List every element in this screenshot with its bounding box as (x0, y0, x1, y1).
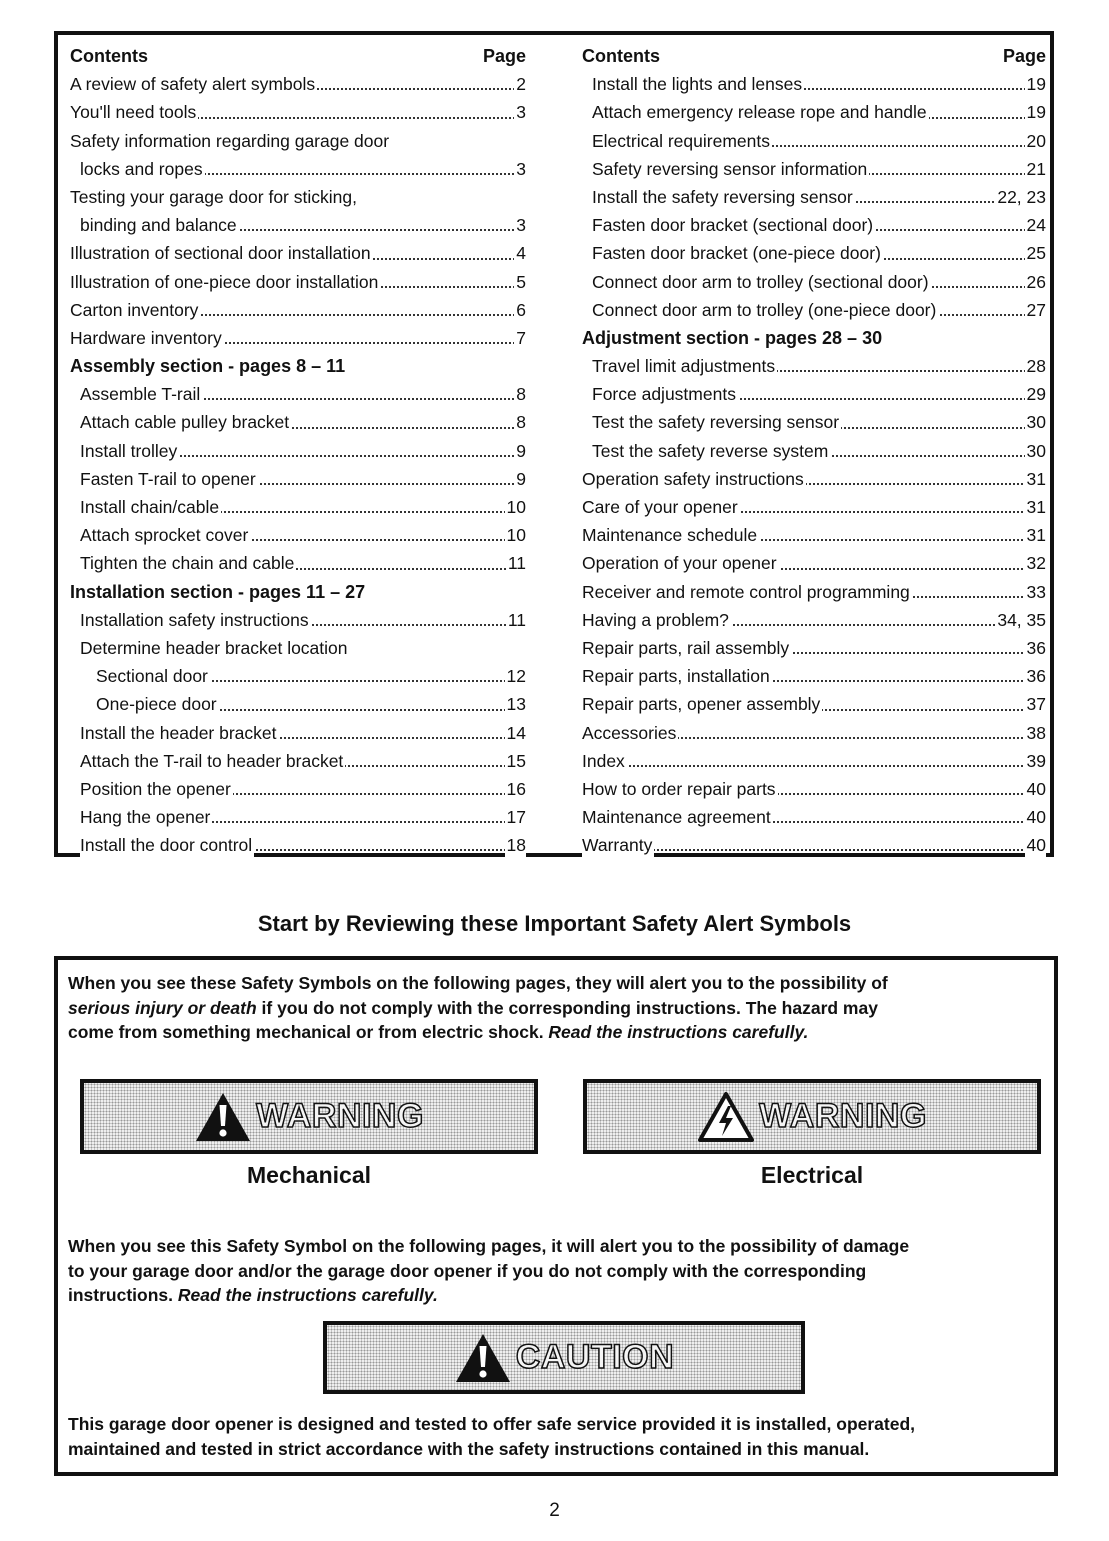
toc-entry (582, 549, 1046, 577)
toc-entry-label: Accessories (582, 719, 678, 747)
toc-entry-label: Carton inventory (70, 296, 200, 324)
mechanical-warning-sign (80, 1079, 538, 1154)
toc-entry-page: 3 (514, 98, 526, 126)
toc-entry (70, 324, 526, 352)
closing-paragraph (68, 1412, 1048, 1461)
toc-entry-label: Contents (70, 42, 150, 70)
toc-entry-label: Repair parts, opener assembly (582, 690, 822, 718)
toc-entry-label: Attach the T-rail to header bracket (80, 747, 345, 775)
toc-entry-page: 24 (1025, 211, 1046, 239)
safety-intro-read-carefully: Read the instructions carefully. (548, 1022, 809, 1042)
toc-entry (70, 408, 526, 436)
toc-left-column (70, 42, 526, 859)
toc-entry (70, 803, 526, 831)
toc-entry-page: 3 (514, 155, 526, 183)
toc-entry-label: Care of your opener (582, 493, 740, 521)
toc-entry-label: Install the header bracket (80, 719, 279, 747)
toc-entry-label: Index (582, 747, 627, 775)
toc-entry (70, 831, 526, 859)
toc-entry (582, 296, 1046, 324)
toc-entry-page: Page (1003, 42, 1046, 70)
toc-entry (582, 803, 1046, 831)
toc-entry-page: 40 (1025, 831, 1046, 859)
toc-entry-label: Operation of your opener (582, 549, 779, 577)
toc-entry-page: 2 (514, 70, 526, 98)
toc-entry-page: 4 (514, 239, 526, 267)
toc-entry-label: Safety reversing sensor information (592, 155, 869, 183)
toc-entry (582, 155, 1046, 183)
toc-entry-label: Adjustment section - pages 28 – 30 (582, 324, 884, 352)
exclamation-triangle-icon (454, 1332, 512, 1384)
toc-entry (70, 296, 526, 324)
safety-intro-line-2 (68, 996, 1048, 1021)
warning-text: WARNING (256, 1097, 424, 1135)
toc-entry-label: Hardware inventory (70, 324, 224, 352)
toc-entry-page: 12 (505, 662, 526, 690)
toc-entry-label: locks and ropes (80, 155, 205, 183)
toc-entry-label: Travel limit adjustments (592, 352, 777, 380)
toc-entry-label: Install chain/cable (80, 493, 221, 521)
toc-entry-label: Maintenance agreement (582, 803, 773, 831)
toc-entry-label: Fasten T-rail to opener (80, 465, 258, 493)
safety-intro-line-3-text: come from something mechanical or from electric shock. (68, 1022, 549, 1042)
toc-entry-label: One-piece door (96, 690, 219, 718)
toc-entry (70, 211, 526, 239)
toc-entry-label: Test the safety reverse system (592, 437, 830, 465)
toc-entry-page: 11 (506, 606, 526, 634)
toc-entry-page: 6 (514, 296, 526, 324)
caution-sign (323, 1321, 805, 1394)
toc-entry (582, 719, 1046, 747)
caution-intro-line-3-text: instructions. (68, 1285, 178, 1305)
toc-entry-label: Hang the opener (80, 803, 212, 831)
toc-entry (70, 183, 526, 211)
toc-entry-page: 10 (505, 521, 526, 549)
toc-leader-dots (582, 765, 1046, 767)
toc-entry (70, 719, 526, 747)
caution-intro-line-3 (68, 1283, 1048, 1308)
toc-entry-page: 37 (1025, 690, 1046, 718)
toc-entry (70, 549, 526, 577)
toc-entry-page: 30 (1025, 437, 1046, 465)
toc-entry-page: 36 (1025, 634, 1046, 662)
toc-entry-page: 27 (1025, 296, 1046, 324)
toc-entry (582, 352, 1046, 380)
toc-entry-page: 30 (1025, 408, 1046, 436)
toc-entry-page: 25 (1025, 239, 1046, 267)
toc-entry-label: Safety information regarding garage door (70, 127, 391, 155)
toc-entry (70, 437, 526, 465)
toc-entry-label: Installation safety instructions (80, 606, 311, 634)
toc-entry (70, 98, 526, 126)
toc-entry (582, 690, 1046, 718)
toc-section-heading (582, 324, 1046, 352)
toc-entry-page: 31 (1025, 521, 1046, 549)
toc-entry-label: Attach sprocket cover (80, 521, 250, 549)
toc-entry-label: Fasten door bracket (one-piece door) (592, 239, 883, 267)
toc-entry-label: Test the safety reversing sensor (592, 408, 841, 436)
page-number: 2 (549, 1500, 560, 1521)
toc-entry-label: Receiver and remote control programming (582, 578, 912, 606)
toc-entry-page: 13 (505, 690, 526, 718)
toc-entry-page: 14 (505, 719, 526, 747)
toc-entry (582, 493, 1046, 521)
toc-entry (70, 747, 526, 775)
toc-entry-label: Install trolley (80, 437, 179, 465)
caution-read-carefully: Read the instructions carefully. (177, 1285, 438, 1305)
toc-right-column (582, 42, 1046, 859)
toc-entry (70, 380, 526, 408)
closing-line-1: This garage door opener is designed and tested to offer safe service provided it is installed, operated, (68, 1414, 916, 1434)
toc-entry (70, 155, 526, 183)
toc-entry (70, 521, 526, 549)
mechanical-label: Mechanical (247, 1162, 371, 1188)
toc-entry-label: Fasten door bracket (sectional door) (592, 211, 875, 239)
toc-entry-label: Position the opener (80, 775, 233, 803)
electrical-warning-sign (583, 1079, 1041, 1154)
toc-entry (582, 98, 1046, 126)
toc-entry-page: 31 (1025, 465, 1046, 493)
safety-intro-line-3 (68, 1020, 1048, 1045)
electrical-label: Electrical (760, 1162, 864, 1188)
toc-entry-label: Sectional door (96, 662, 210, 690)
toc-entry (70, 493, 526, 521)
toc-entry (582, 775, 1046, 803)
toc-entry-page: 32 (1025, 549, 1046, 577)
caution-text: CAUTION (515, 1338, 675, 1376)
toc-entry (70, 690, 526, 718)
toc-entry-page: 38 (1025, 719, 1046, 747)
toc-entry-page: 21 (1025, 155, 1046, 183)
toc-entry (582, 606, 1046, 634)
safety-intro-line-1: When you see these Safety Symbols on the following pages, they will alert you to the possibility of (68, 973, 888, 993)
toc-entry-label: binding and balance (80, 211, 239, 239)
toc-entry (582, 239, 1046, 267)
toc-entry (582, 465, 1046, 493)
toc-entry (582, 211, 1046, 239)
toc-header (70, 42, 526, 70)
toc-entry-page: 8 (514, 380, 526, 408)
toc-entry-page: 17 (505, 803, 526, 831)
toc-entry-label: Repair parts, rail assembly (582, 634, 791, 662)
toc-entry-label: Install the lights and lenses (592, 70, 804, 98)
toc-entry (582, 268, 1046, 296)
toc-entry-page: 34, 35 (995, 606, 1046, 634)
toc-entry (70, 127, 526, 155)
toc-entry-page: 26 (1025, 268, 1046, 296)
toc-entry-page: 33 (1025, 578, 1046, 606)
toc-entry-page: 9 (514, 465, 526, 493)
safety-intro-paragraph (68, 971, 1048, 1045)
toc-entry (582, 578, 1046, 606)
toc-entry-label: Install the safety reversing sensor (592, 183, 855, 211)
toc-entry-page: 19 (1025, 70, 1046, 98)
toc-section-heading (70, 352, 526, 380)
toc-entry-label: Repair parts, installation (582, 662, 772, 690)
toc-entry (582, 662, 1046, 690)
safety-intro-emphasis: serious injury or death (68, 997, 257, 1018)
toc-entry-label: Operation safety instructions (582, 465, 806, 493)
toc-entry-label: Assemble T-rail (80, 380, 202, 408)
caution-intro-paragraph (68, 1234, 1048, 1308)
toc-entry-label: Electrical requirements (592, 127, 772, 155)
toc-entry-label: Attach emergency release rope and handle (592, 98, 929, 126)
safety-section-title: Start by Reviewing these Important Safety Alert Symbols (257, 911, 852, 936)
toc-entry-page: 3 (514, 211, 526, 239)
toc-entry-label: Tighten the chain and cable (80, 549, 296, 577)
toc-entry-label: Maintenance schedule (582, 521, 759, 549)
toc-entry (582, 70, 1046, 98)
warning-text: WARNING (759, 1097, 927, 1135)
toc-entry-page: 7 (514, 324, 526, 352)
caution-intro-line-1: When you see this Safety Symbol on the following pages, it will alert you to the possibility of damage (68, 1236, 910, 1256)
toc-entry (70, 268, 526, 296)
toc-entry-page: 11 (506, 549, 526, 577)
toc-entry-page: 9 (514, 437, 526, 465)
toc-entry-label: Force adjustments (592, 380, 738, 408)
safety-intro-line-2-text: if you do not comply with the corresponding instructions. The hazard may (256, 997, 878, 1018)
toc-section-heading (70, 578, 526, 606)
toc-entry-label: Contents (582, 42, 662, 70)
toc-entry-page: 10 (505, 493, 526, 521)
toc-entry-label: Illustration of sectional door installation (70, 239, 373, 267)
toc-entry-label: Connect door arm to trolley (one-piece door) (592, 296, 938, 324)
caution-intro-line-2: to your garage door and/or the garage door opener if you do not comply with the corresponding (68, 1260, 867, 1281)
toc-entry (582, 380, 1046, 408)
toc-entry-label: Illustration of one-piece door installation (70, 268, 380, 296)
toc-entry-label: A review of safety alert symbols (70, 70, 317, 98)
toc-entry (70, 634, 526, 662)
toc-entry-page: 31 (1025, 493, 1046, 521)
toc-entry (582, 634, 1046, 662)
toc-entry-page: Page (483, 42, 526, 70)
toc-entry-label: Assembly section - pages 8 – 11 (70, 352, 347, 380)
toc-entry (582, 183, 1046, 211)
toc-entry (70, 70, 526, 98)
toc-entry (70, 465, 526, 493)
toc-entry-page: 22, 23 (995, 183, 1046, 211)
toc-entry-page: 15 (505, 747, 526, 775)
closing-line-2: maintained and tested in strict accordance with the safety instructions contained in this manual. (68, 1438, 870, 1459)
toc-entry (70, 662, 526, 690)
toc-entry-label: Testing your garage door for sticking, (70, 183, 359, 211)
exclamation-triangle-icon (194, 1091, 252, 1143)
table-of-contents (54, 31, 1054, 857)
toc-entry-label: Warranty (582, 831, 654, 859)
toc-entry (70, 775, 526, 803)
toc-entry-page: 5 (514, 268, 526, 296)
toc-entry-page: 28 (1025, 352, 1046, 380)
safety-alert-box (54, 956, 1058, 1476)
toc-entry-page: 8 (514, 408, 526, 436)
toc-entry-label: You'll need tools (70, 98, 198, 126)
toc-entry-page: 16 (505, 775, 526, 803)
toc-entry (582, 437, 1046, 465)
toc-entry-label: Having a problem? (582, 606, 731, 634)
toc-entry-page: 39 (1025, 747, 1046, 775)
toc-entry-label: Attach cable pulley bracket (80, 408, 291, 436)
toc-entry (582, 521, 1046, 549)
toc-entry (70, 239, 526, 267)
lightning-triangle-icon (697, 1091, 755, 1143)
toc-entry-label: Connect door arm to trolley (sectional door) (592, 268, 931, 296)
toc-entry (582, 408, 1046, 436)
toc-entry-page: 18 (505, 831, 526, 859)
toc-entry-label: Installation section - pages 11 – 27 (70, 578, 367, 606)
toc-entry (582, 747, 1046, 775)
toc-entry (582, 127, 1046, 155)
toc-entry-page: 40 (1025, 803, 1046, 831)
toc-entry (582, 831, 1046, 859)
toc-entry (70, 606, 526, 634)
toc-entry-page: 40 (1025, 775, 1046, 803)
toc-entry-page: 19 (1025, 98, 1046, 126)
toc-entry-label: How to order repair parts (582, 775, 778, 803)
toc-header (582, 42, 1046, 70)
toc-entry-label: Determine header bracket location (80, 634, 350, 662)
toc-entry-page: 29 (1025, 380, 1046, 408)
toc-entry-page: 36 (1025, 662, 1046, 690)
toc-entry-label: Install the door control (80, 831, 254, 859)
toc-entry-page: 20 (1025, 127, 1046, 155)
